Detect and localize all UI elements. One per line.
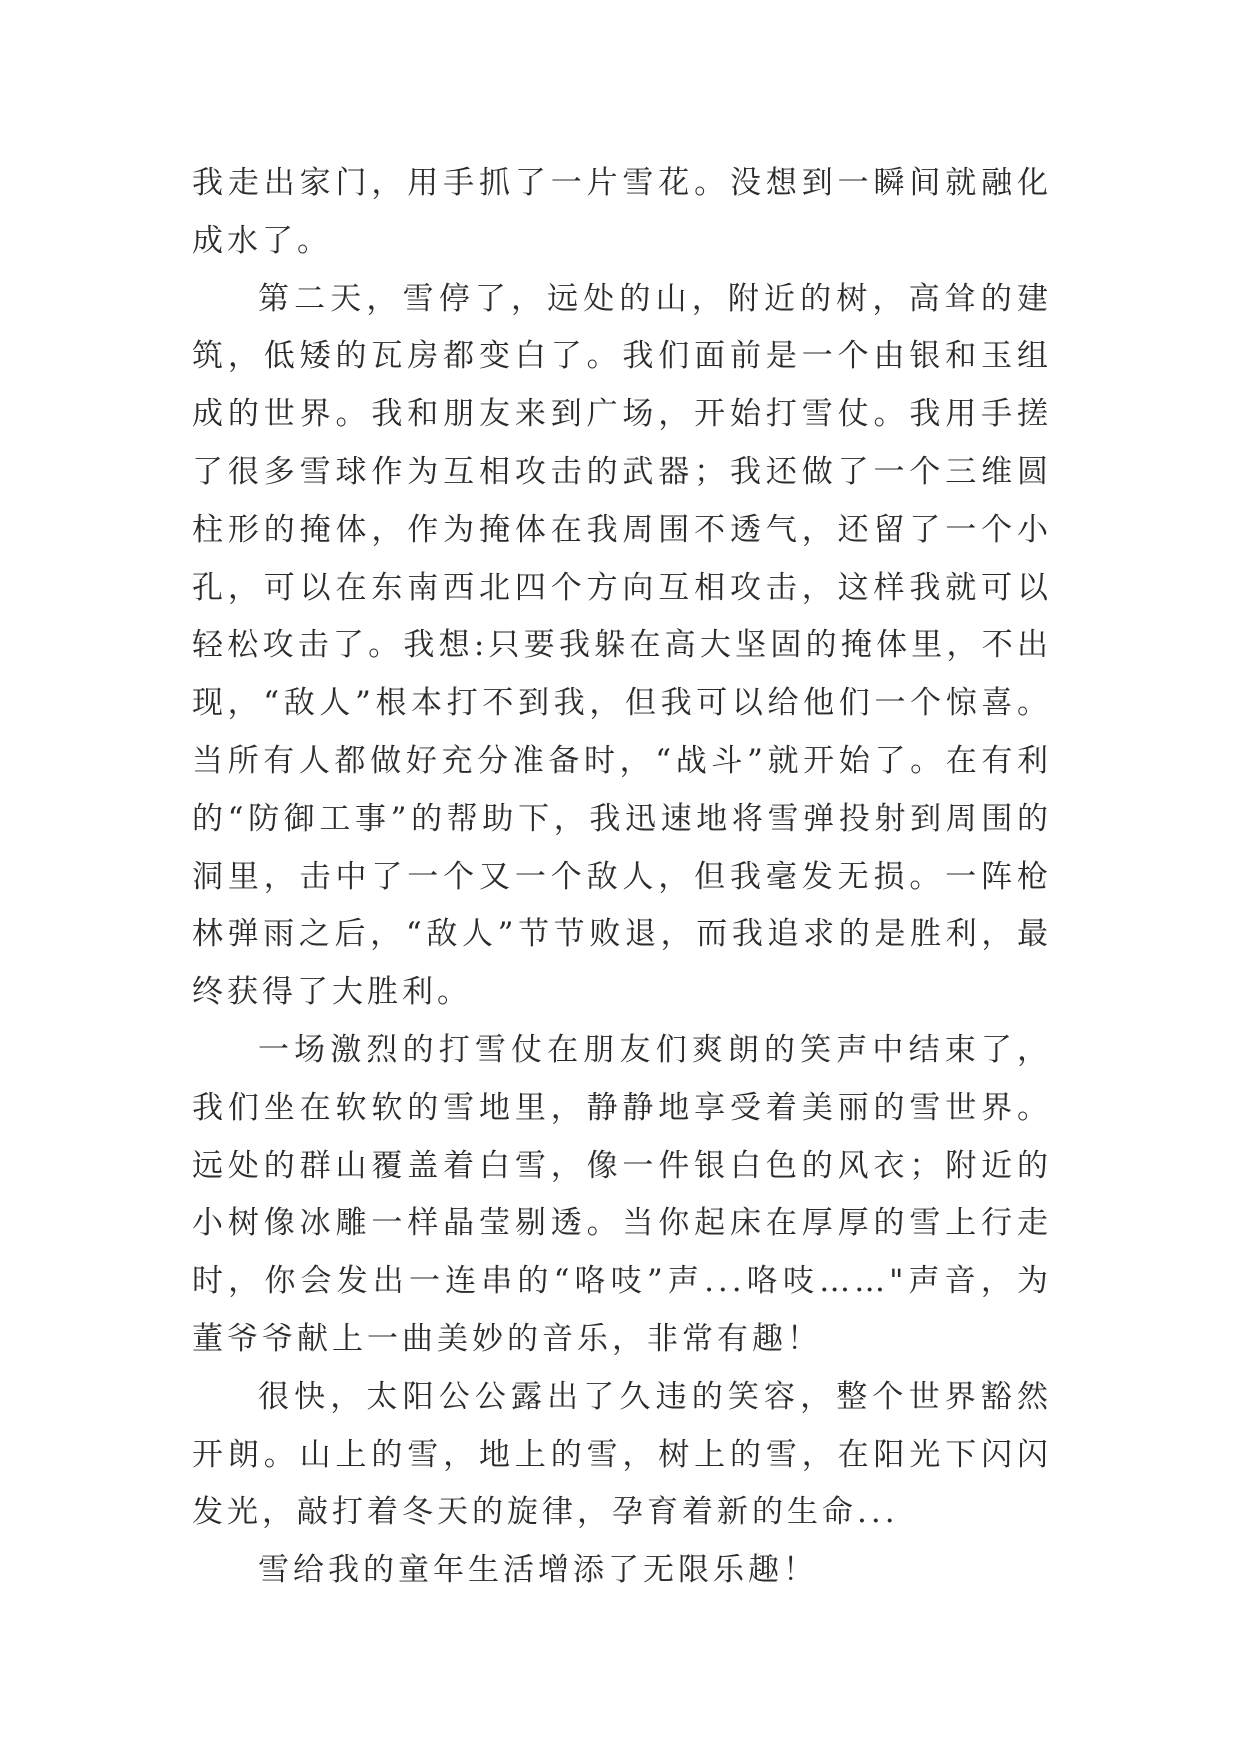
paragraph-2: 第二天，雪停了，远处的山，附近的树，高耸的建筑，低矮的瓦房都变白了。我们面前是一个由银和玉组成的世界。我和朋友来到广场，开始打雪仗。我用手搓了很多雪球作为互相攻击的武器；我还做了一个三维圆柱形的掩体，作为掩体在我周围不透气，还留了一个小孔，可以在东南西北四个方向互相攻击，这样我就可以轻松攻击了。我想:只要我躲在高大坚固的掩体里，不出现，“敌人”根本打不到我，但我可以给他们一个惊喜。当所有人都做好充分准备时，“战斗”就开始了。在有利的“防御工事”的帮助下，我迅速地将雪弹投射到周围的洞里，击中了一个又一个敌人，但我毫发无损。一阵枪林弹雨之后，“敌人”节节败退，而我追求的是胜利，最终获得了大胜利。	[192, 280, 1052, 1011]
document-body	[192, 155, 1052, 1600]
paragraph-3: 一场激烈的打雪仗在朋友们爽朗的笑声中结束了，我们坐在软软的雪地里，静静地享受着美丽的雪世界。远处的群山覆盖着白雪，像一件银白色的风衣；附近的小树像冰雕一样晶莹剔透。当你起床在厚厚的雪上行走时，你会发出一连串的“咯吱”声...咯吱……"声音，为董爷爷献上一曲美妙的音乐，非常有趣！	[192, 1031, 1052, 1357]
paragraph-5: 雪给我的童年生活增添了无限乐趣！	[258, 1552, 818, 1589]
paragraph-4: 很快，太阳公公露出了久违的笑容，整个世界豁然开朗。山上的雪，地上的雪，树上的雪，在阳光下闪闪发光，敲打着冬天的旋律，孕育着新的生命...	[192, 1378, 1052, 1531]
paragraph-1: 我走出家门，用手抓了一片雪花。没想到一瞬间就融化成水了。	[192, 165, 1052, 259]
